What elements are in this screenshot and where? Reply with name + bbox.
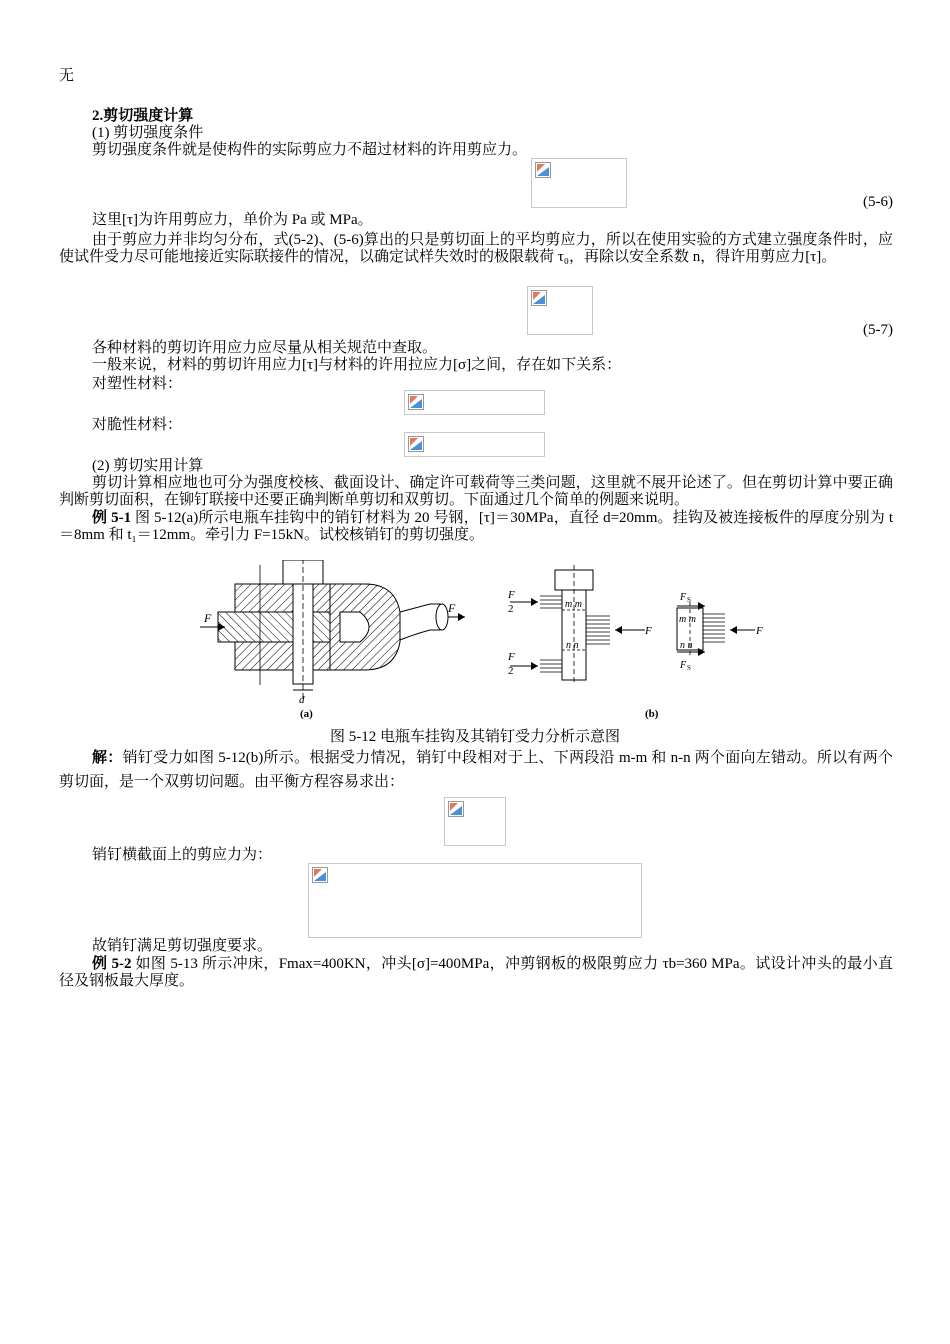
plastic-material-label: 对塑性材料： — [92, 376, 183, 392]
example-5-2 — [59, 956, 893, 990]
example-5-1-text: 图 5-12(a)所示电瓶车挂钩中的销钉材料为 20 号钢，[τ]＝30MPa，直径 d=20mm。挂钩及被连接板件的厚度分别为 t＝8mm 和 t₁＝12mm。牵引力 F=15kN。试校核销钉的剪切强度。 — [59, 510, 894, 543]
broken-image-icon — [312, 867, 328, 883]
shear-stress-intro: 销钉横截面上的剪应力为： — [92, 847, 273, 863]
plastic-relation-image — [404, 390, 545, 415]
header-text: 无 — [59, 68, 75, 84]
paragraph-4: 各种材料的剪切许用应力应尽量从相关规范中查取。 — [92, 340, 438, 356]
svg-text:n n: n n — [680, 640, 693, 651]
shear-force-equation-image — [444, 797, 506, 846]
solution-text: 销钉受力如图 5-12(b)所示。根据受力情况，销钉中段相对于上、下两段沿 m-m 和 n-n 两个面向左错动。所以有两个剪切面，是一个双剪切问题。由平衡方程容易求出： — [59, 750, 893, 790]
equation-number-5-6: (5-6) — [863, 194, 893, 210]
svg-text:F: F — [645, 625, 652, 637]
broken-image-icon — [531, 290, 547, 306]
figure-5-12-drawing — [190, 560, 770, 728]
figure-label-b: (b) — [645, 708, 659, 720]
conclusion-text: 故销钉满足剪切强度要求。 — [92, 938, 273, 954]
paragraph-5: 一般来说，材料的剪切许用应力[τ]与材料的许用拉应力[σ]之间，存在如下关系： — [92, 357, 622, 373]
svg-text:n n: n n — [566, 640, 579, 651]
broken-image-icon — [535, 162, 551, 178]
broken-image-icon — [448, 801, 464, 817]
subsection-2-title: (2) 剪切实用计算 — [92, 458, 204, 474]
svg-text:2: 2 — [508, 603, 514, 615]
figure-5-12 — [190, 560, 770, 728]
paragraph-2: 这里[τ]为许用剪应力，单价为 Pa 或 MPa。 — [92, 212, 373, 228]
broken-image-icon — [408, 394, 424, 410]
svg-text:S: S — [687, 596, 691, 604]
equation-5-6-image — [531, 158, 627, 208]
svg-text:d: d — [299, 694, 305, 706]
svg-text:m m: m m — [565, 599, 582, 610]
figure-caption: 图 5-12 电瓶车挂钩及其销钉受力分析示意图 — [330, 729, 620, 745]
subsection-1-title: (1) 剪切强度条件 — [92, 125, 204, 141]
example-5-1 — [59, 510, 893, 544]
svg-text:F: F — [448, 601, 456, 615]
paragraph-1: 剪切强度条件就是使构件的实际剪应力不超过材料的许用剪应力。 — [92, 142, 528, 158]
figure-b-drawing — [507, 565, 763, 685]
shear-stress-equation-image — [308, 863, 642, 938]
svg-text:2: 2 — [508, 665, 514, 677]
svg-text:F: F — [756, 625, 763, 637]
broken-image-icon — [408, 436, 424, 452]
figure-label-a: (a) — [300, 708, 313, 720]
svg-text:F: F — [508, 651, 515, 663]
svg-text:F: F — [680, 592, 687, 603]
figure-a-drawing — [200, 560, 465, 706]
solution-label: 解： — [92, 750, 123, 766]
brittle-relation-image — [404, 432, 545, 457]
svg-text:F: F — [204, 611, 212, 625]
solution-paragraph — [59, 746, 893, 794]
svg-text:F: F — [508, 589, 515, 601]
example-5-2-label: 例 5-2 — [92, 956, 132, 972]
example-5-2-text: 如图 5-13 所示冲床，Fmax=400KN，冲头[σ]=400MPa，冲剪钢板的极限剪应力 τb=360 MPa。试设计冲头的最小直径及钢板最大厚度。 — [59, 956, 893, 989]
section-title: 2.剪切强度计算 — [92, 108, 194, 124]
svg-text:S: S — [687, 664, 691, 672]
paragraph-6: 剪切计算相应地也可分为强度校核、截面设计、确定许可载荷等三类问题，这里就不展开论述了。但在剪切计算中要正确判断剪切面积，在铆钉联接中还要正确判断单剪切和双剪切。下面通过几个简单的例题来说明。 — [59, 475, 893, 508]
paragraph-3: 由于剪应力并非均匀分布，式(5-2)、(5-6)算出的只是剪切面上的平均剪应力，所以在使用实验的方式建立强度条件时，应使试件受力尽可能地接近实际联接件的情况，以确定试样失效时的极限载荷 τ₀，再除以安全系数 n，得许用剪应力[τ]。 — [59, 232, 893, 265]
svg-text:m m: m m — [679, 614, 696, 625]
equation-number-5-7: (5-7) — [863, 322, 893, 338]
example-5-1-label: 例 5-1 — [92, 510, 132, 526]
svg-text:F: F — [680, 660, 687, 671]
brittle-material-label: 对脆性材料： — [92, 417, 183, 433]
equation-5-7-image — [527, 286, 593, 335]
